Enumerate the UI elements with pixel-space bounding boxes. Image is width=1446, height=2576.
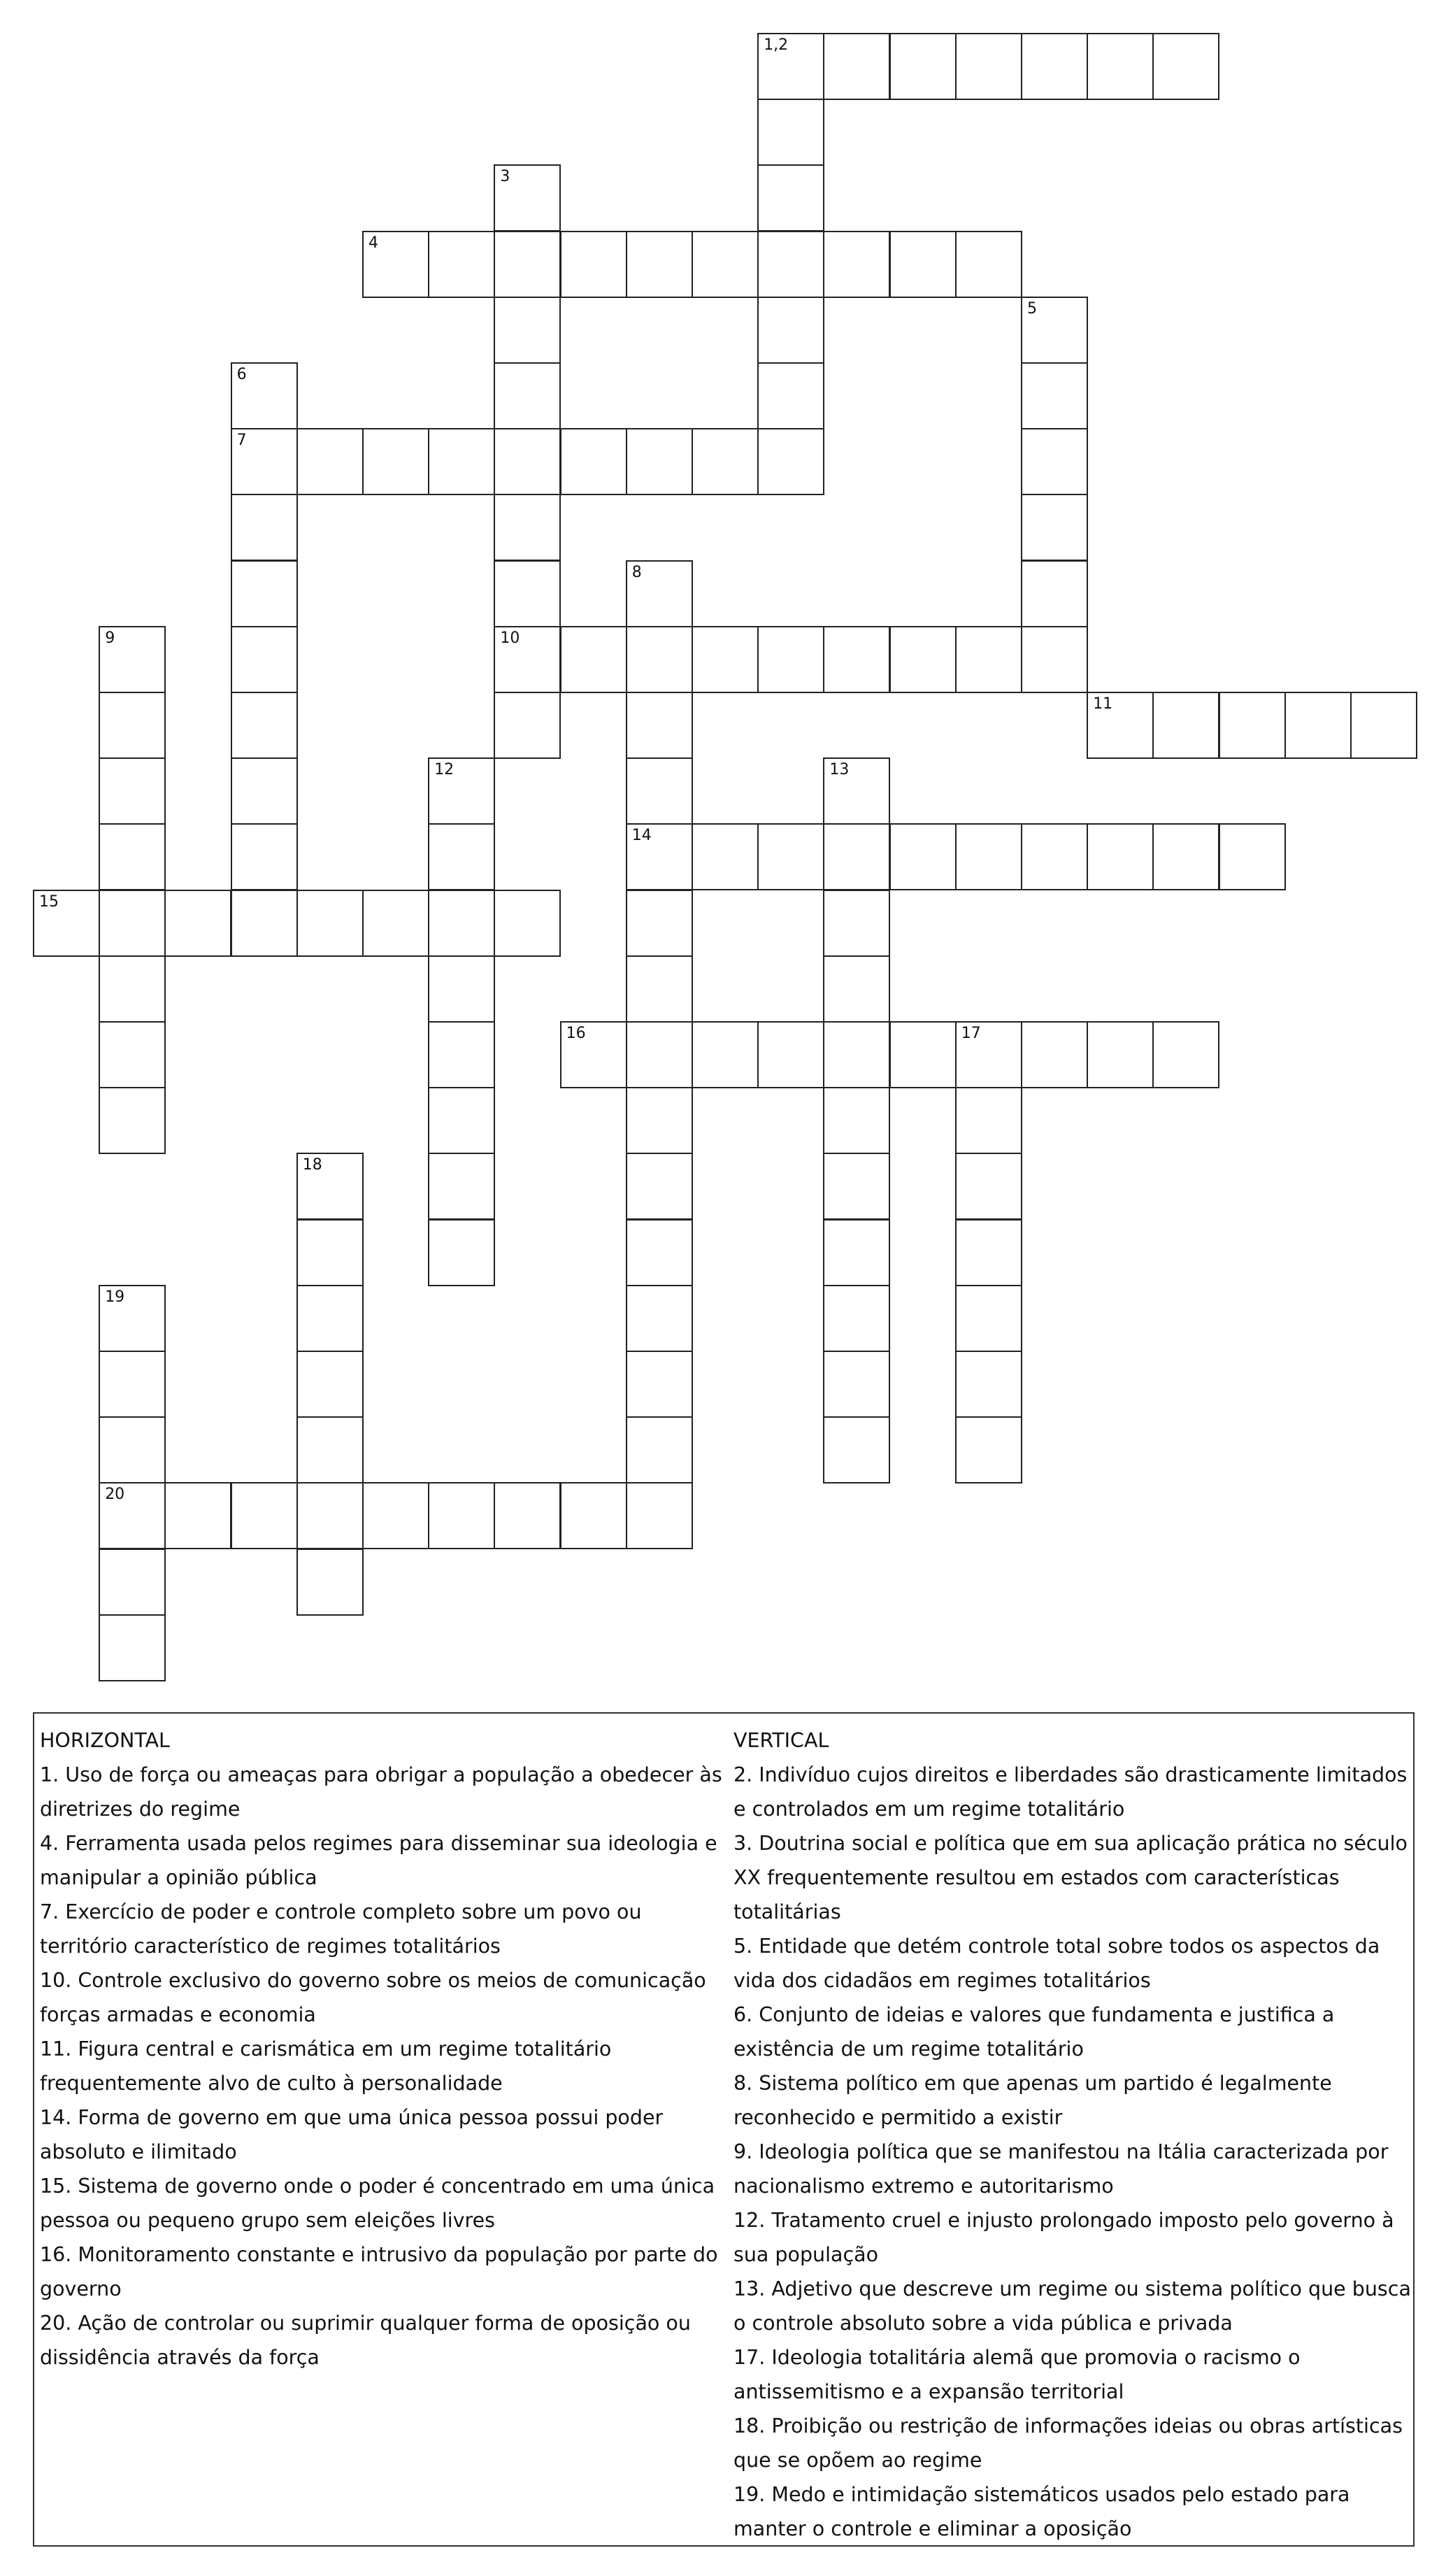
grid-cell[interactable] (362, 1482, 429, 1549)
clue-across-15: 15. Sistema de governo onde o poder é concentrado em uma única pessoa ou pequeno grupo sem eleições livres (40, 2175, 715, 2232)
clue-number: 14 (631, 827, 652, 845)
clue-number: 9 (105, 629, 115, 647)
grid-cell[interactable] (626, 1087, 693, 1154)
grid-cell[interactable] (99, 823, 166, 890)
clue-number: 15 (39, 892, 59, 911)
grid-cell[interactable] (494, 1482, 561, 1549)
clue-down-12: 12. Tratamento cruel e injusto prolongado imposto pelo governo à sua população (733, 2209, 1394, 2266)
clue-down-17: 17. Ideologia totalitária alemã que promovia o racismo o antissemitismo e a expansão territorial (733, 2346, 1301, 2403)
grid-cell[interactable] (626, 1351, 693, 1418)
clue-number: 11 (1093, 695, 1113, 713)
horizontal-heading: HORIZONTAL (40, 1729, 170, 1752)
grid-cell[interactable] (1152, 33, 1219, 100)
grid-cell[interactable] (955, 1416, 1022, 1483)
grid-cell[interactable] (231, 494, 298, 561)
clue-across-16: 16. Monitoramento constante e intrusivo da população por parte do governo (40, 2243, 718, 2300)
grid-cell[interactable] (99, 955, 166, 1023)
grid-cell[interactable] (428, 1021, 495, 1088)
clue-number: 19 (105, 1288, 125, 1306)
grid-cell[interactable] (823, 33, 890, 100)
grid-cell[interactable] (692, 428, 759, 495)
grid-cell[interactable] (823, 1219, 890, 1286)
grid-cell[interactable] (99, 1614, 166, 1681)
grid-cell[interactable] (99, 1482, 166, 1549)
clue-number: 3 (500, 168, 510, 186)
grid-cell[interactable] (231, 890, 298, 957)
grid-cell[interactable] (626, 1021, 693, 1088)
grid-cell[interactable] (626, 1482, 693, 1549)
grid-cell[interactable] (494, 494, 561, 561)
grid-cell[interactable] (164, 890, 231, 957)
grid-cell[interactable] (889, 626, 957, 693)
grid-cell[interactable] (889, 1021, 957, 1088)
grid-cell[interactable] (1350, 692, 1417, 759)
grid-cell[interactable] (428, 428, 495, 495)
grid-cell[interactable] (1152, 692, 1219, 759)
grid-cell[interactable] (296, 1416, 364, 1483)
grid-cell[interactable] (1219, 692, 1286, 759)
grid-cell[interactable] (823, 231, 890, 298)
grid-cell[interactable] (1087, 692, 1154, 759)
grid-cell[interactable] (231, 626, 298, 693)
grid-cell[interactable] (428, 1219, 495, 1286)
grid-cell[interactable] (1152, 1021, 1219, 1088)
grid-cell[interactable] (626, 626, 693, 693)
grid-cell[interactable] (428, 757, 495, 825)
grid-cell[interactable] (1152, 823, 1219, 890)
grid-cell[interactable] (1021, 560, 1088, 627)
grid-cell[interactable] (494, 231, 561, 298)
grid-cell[interactable] (99, 1549, 166, 1616)
grid-cell[interactable] (231, 1482, 298, 1549)
grid-cell[interactable] (955, 1351, 1022, 1418)
clue-down-9: 9. Ideologia política que se manifestou na Itália caracterizada por nacionalismo extremo e autoritarismo (733, 2140, 1389, 2198)
grid-cell[interactable] (757, 1021, 824, 1088)
grid-cell[interactable] (428, 955, 495, 1023)
grid-cell[interactable] (889, 231, 957, 298)
grid-cell[interactable] (889, 823, 957, 890)
grid-cell[interactable] (757, 297, 824, 364)
grid-cell[interactable] (1021, 1021, 1088, 1088)
clue-across-4: 4. Ferramenta usada pelos regimes para disseminar sua ideologia e manipular a opinião pública (40, 1832, 717, 1889)
grid-cell[interactable] (692, 626, 759, 693)
grid-cell[interactable] (823, 1285, 890, 1352)
grid-cell[interactable] (626, 1285, 693, 1352)
clue-across-7: 7. Exercício de poder e controle completo sobre um povo ou território característico de regimes totalitários (40, 1900, 642, 1958)
grid-cell[interactable] (692, 231, 759, 298)
grid-cell[interactable] (823, 1087, 890, 1154)
grid-cell[interactable] (296, 1482, 364, 1549)
grid-cell[interactable] (1021, 494, 1088, 561)
clue-number: 16 (566, 1025, 586, 1042)
clue-number: 8 (631, 563, 642, 581)
grid-cell[interactable] (1087, 33, 1154, 100)
grid-cell[interactable] (231, 560, 298, 627)
grid-cell[interactable] (823, 626, 890, 693)
grid-cell[interactable] (1087, 1021, 1154, 1088)
clue-number: 1,2 (764, 36, 789, 54)
grid-cell[interactable] (296, 1351, 364, 1418)
clue-number: 4 (368, 234, 378, 252)
grid-cell[interactable] (231, 823, 298, 890)
grid-cell[interactable] (494, 626, 561, 693)
grid-cell[interactable] (757, 99, 824, 166)
grid-cell[interactable] (823, 1021, 890, 1088)
grid-cell[interactable] (823, 1351, 890, 1418)
grid-cell[interactable] (494, 560, 561, 627)
grid-cell[interactable] (296, 1153, 364, 1220)
grid-cell[interactable] (955, 1285, 1022, 1352)
grid-cell[interactable] (626, 823, 693, 890)
grid-cell[interactable] (362, 231, 429, 298)
grid-cell[interactable] (626, 890, 693, 957)
grid-cell[interactable] (955, 1153, 1022, 1220)
grid-cell[interactable] (296, 428, 364, 495)
clue-number: 12 (434, 761, 454, 779)
grid-cell[interactable] (428, 231, 495, 298)
grid-cell[interactable] (494, 362, 561, 429)
clue-down-5: 5. Entidade que detém controle total sobre todos os aspectos da vida dos cidadãos em regimes totalitários (733, 1935, 1380, 1992)
clue-box (33, 1712, 1415, 2547)
grid-cell[interactable] (626, 1416, 693, 1483)
clue-down-13: 13. Adjetivo que descreve um regime ou sistema político que busca o controle absoluto sobre a vida pública e privada (733, 2277, 1411, 2335)
clue-number: 17 (961, 1025, 981, 1042)
grid-cell[interactable] (99, 757, 166, 825)
grid-cell[interactable] (757, 823, 824, 890)
grid-cell[interactable] (1021, 297, 1088, 364)
grid-cell[interactable] (823, 955, 890, 1023)
grid-cell[interactable] (955, 1021, 1022, 1088)
grid-cell[interactable] (560, 428, 627, 495)
vertical-heading: VERTICAL (733, 1729, 829, 1752)
clue-down-8: 8. Sistema político em que apenas um partido é legalmente reconhecido e permitido a existir (733, 2072, 1332, 2129)
clue-across-11: 11. Figura central e carismática em um regime totalitário frequentemente alvo de culto à personalidade (40, 2037, 612, 2095)
grid-cell[interactable] (428, 890, 495, 957)
clue-down-2: 2. Indivíduo cujos direitos e liberdades são drasticamente limitados e controlados em um regime totalitário (733, 1763, 1408, 1821)
grid-cell[interactable] (428, 1482, 495, 1549)
clue-down-18: 18. Proibição ou restrição de informações ideias ou obras artísticas que se opõem ao regime (733, 2414, 1403, 2472)
grid-cell[interactable] (231, 692, 298, 759)
grid-cell[interactable] (560, 1482, 627, 1549)
grid-cell[interactable] (428, 1153, 495, 1220)
grid-cell[interactable] (955, 231, 1022, 298)
clue-down-6: 6. Conjunto de ideias e valores que fundamenta e justifica a existência de um regime totalitário (733, 2003, 1335, 2061)
grid-cell[interactable] (1021, 362, 1088, 429)
grid-cell[interactable] (296, 890, 364, 957)
grid-cell[interactable] (955, 1087, 1022, 1154)
grid-cell[interactable] (955, 823, 1022, 890)
vertical-clues (733, 1723, 1415, 2546)
grid-cell[interactable] (99, 1087, 166, 1154)
clue-number: 13 (829, 761, 850, 779)
clue-number: 18 (302, 1156, 322, 1174)
grid-cell[interactable] (692, 823, 759, 890)
grid-cell[interactable] (1284, 692, 1352, 759)
grid-cell[interactable] (823, 1153, 890, 1220)
grid-cell[interactable] (231, 428, 298, 495)
grid-cell[interactable] (99, 626, 166, 693)
horizontal-clues (40, 1723, 725, 2375)
grid-cell[interactable] (889, 33, 957, 100)
grid-cell[interactable] (362, 428, 429, 495)
grid-cell[interactable] (692, 1021, 759, 1088)
grid-cell[interactable] (1021, 33, 1088, 100)
grid-cell[interactable] (428, 1087, 495, 1154)
grid-cell[interactable] (955, 626, 1022, 693)
clue-across-20: 20. Ação de controlar ou suprimir qualquer forma de oposição ou dissidência através da força (40, 2312, 691, 2369)
grid-cell[interactable] (955, 33, 1022, 100)
grid-cell[interactable] (1021, 428, 1088, 495)
grid-cell[interactable] (626, 231, 693, 298)
grid-cell[interactable] (626, 1219, 693, 1286)
clue-down-19: 19. Medo e intimidação sistemáticos usados pelo estado para manter o controle e eliminar a oposição (733, 2483, 1350, 2540)
grid-cell[interactable] (757, 428, 824, 495)
grid-cell[interactable] (428, 823, 495, 890)
grid-cell[interactable] (626, 560, 693, 627)
grid-cell[interactable] (955, 1219, 1022, 1286)
grid-cell[interactable] (33, 890, 100, 957)
clue-down-3: 3. Doutrina social e política que em sua aplicação prática no século XX frequentemente resultou em estados com características totalitárias (733, 1832, 1408, 1923)
clue-across-14: 14. Forma de governo em que uma única pessoa possui poder absoluto e ilimitado (40, 2106, 664, 2163)
grid-cell[interactable] (164, 1482, 231, 1549)
grid-cell[interactable] (296, 1219, 364, 1286)
grid-cell[interactable] (494, 297, 561, 364)
grid-cell[interactable] (99, 692, 166, 759)
grid-cell[interactable] (626, 757, 693, 825)
clue-number: 5 (1027, 299, 1037, 318)
grid-cell[interactable] (1021, 626, 1088, 693)
grid-cell[interactable] (494, 692, 561, 759)
grid-cell[interactable] (99, 1285, 166, 1352)
clue-number: 7 (236, 432, 247, 450)
clue-across-1: 1. Uso de força ou ameaças para obrigar a população a obedecer às diretrizes do regime (40, 1763, 722, 1821)
clue-across-10: 10. Controle exclusivo do governo sobre os meios de comunicação forças armadas e economia (40, 1969, 706, 2026)
grid-cell[interactable] (494, 428, 561, 495)
grid-cell[interactable] (231, 362, 298, 429)
grid-cell[interactable] (1087, 823, 1154, 890)
grid-cell[interactable] (823, 823, 890, 890)
grid-cell[interactable] (560, 626, 627, 693)
grid-cell[interactable] (626, 955, 693, 1023)
grid-cell[interactable] (99, 1351, 166, 1418)
clue-number: 10 (500, 629, 520, 647)
grid-cell[interactable] (560, 1021, 627, 1088)
grid-cell[interactable] (99, 890, 166, 957)
grid-cell[interactable] (494, 890, 561, 957)
grid-cell[interactable] (296, 1549, 364, 1616)
clue-number: 6 (236, 366, 247, 383)
grid-cell[interactable] (757, 626, 824, 693)
grid-cell[interactable] (823, 890, 890, 957)
grid-cell[interactable] (626, 692, 693, 759)
grid-cell[interactable] (823, 757, 890, 825)
grid-cell[interactable] (362, 890, 429, 957)
grid-cell[interactable] (757, 164, 824, 232)
clue-number: 20 (105, 1486, 125, 1504)
grid-cell[interactable] (99, 1021, 166, 1088)
grid-cell[interactable] (99, 1416, 166, 1483)
grid-cell[interactable] (757, 33, 824, 100)
grid-cell[interactable] (757, 231, 824, 298)
grid-cell[interactable] (823, 1416, 890, 1483)
grid-cell[interactable] (626, 1153, 693, 1220)
grid-cell[interactable] (1021, 823, 1088, 890)
grid-cell[interactable] (494, 164, 561, 232)
grid-cell[interactable] (296, 1285, 364, 1352)
grid-cell[interactable] (1219, 823, 1286, 890)
grid-cell[interactable] (626, 428, 693, 495)
grid-cell[interactable] (757, 362, 824, 429)
grid-cell[interactable] (231, 757, 298, 825)
grid-cell[interactable] (560, 231, 627, 298)
